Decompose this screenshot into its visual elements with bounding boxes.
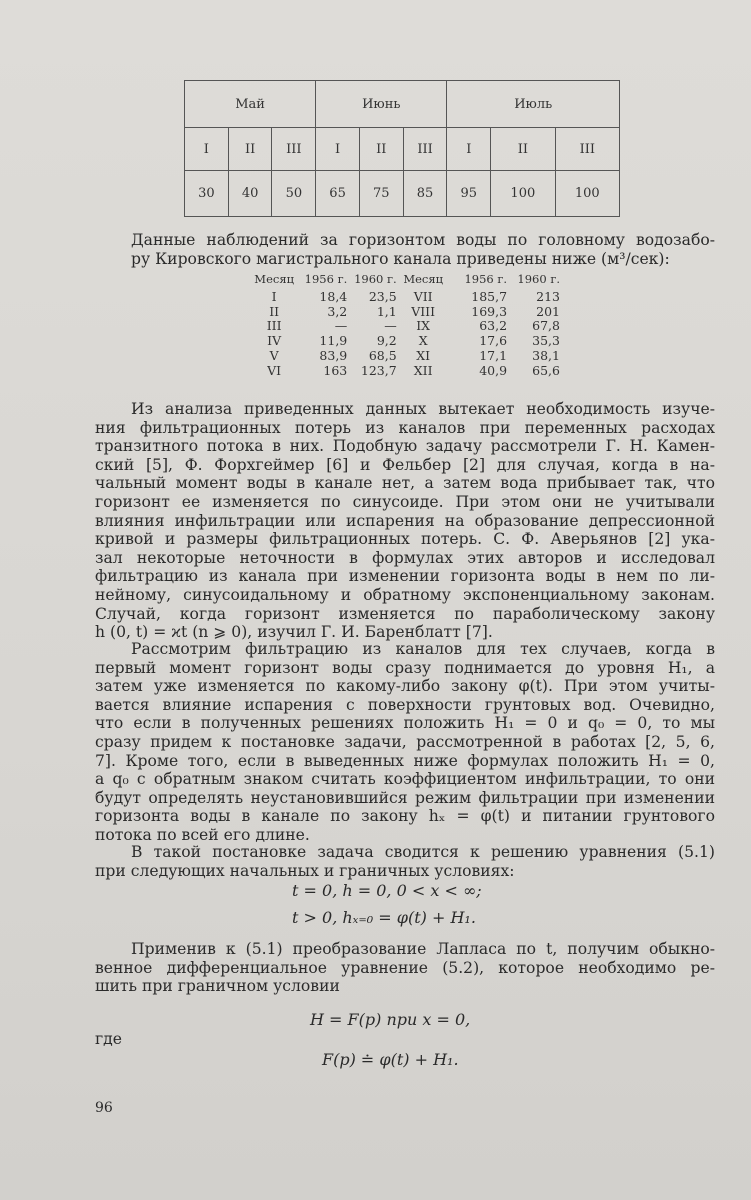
decade-header: III [272,128,316,171]
table-cell: 68,5 [368,347,397,363]
text-line: а q₀ с обратным знаком считать коэффициентом инфильтрации, то они [95,770,715,789]
table-cell: 75 [359,171,403,217]
text-line: ния фильтрационных потерь из каналов при переменных расходах [95,418,715,437]
text-line: ский [5], Ф. Форхгеймер [6] и Фельбер [2] для случая, когда в на- [95,455,715,474]
table-cell: II [269,303,280,319]
text-line: влияния инфильтрации или испарения на образование депрессионной [95,511,715,530]
text-line: Из анализа приведенных данных вытекает необходимость изуче- [131,400,715,418]
month-header: Июль [447,81,620,128]
decade-header: III [403,128,447,171]
table-row [250,290,560,305]
decade-header: I [185,128,229,171]
text-line: потока по всей его длине. [95,825,310,844]
table-cell: IV [267,333,282,349]
text-line: кривой и размеры фильтрационных потерь. С. Ф. Аверьянов [2] ука- [95,530,715,549]
text-line: шить при граничном условии [95,977,340,996]
table-cell: 95 [447,171,491,217]
text-line: затем уже изменяется по какому-либо закону φ(t). При этом учиты- [95,677,715,696]
paragraph-consider [95,640,715,845]
decade-header: I [447,128,491,171]
text-line: вается влияние испарения с поверхности грунтовых вод. Очевидно, [95,695,715,714]
table-cell: 100 [491,171,555,217]
text-line: что если в полученных решениях положить H₁ = 0 и q₀ = 0, то мы [95,714,715,733]
text-line: h (0, t) = ϰt (n ⩾ 0), изучил Г. И. Баренблатт [7]. [95,623,493,642]
table-cell: VI [267,362,282,378]
table-row [250,364,560,379]
table-cell: III [266,318,282,334]
text-line: первый момент горизонт воды сразу поднимается до уровня H₁, а [95,658,715,677]
table-cell: 67,8 [532,318,560,334]
text-line: чальный момент воды в канале нет, а затем вода прибывает так, что [95,474,715,493]
table-cell: 1,1 [376,303,397,319]
table-cell: 17,6 [479,333,508,349]
table-cell: 50 [272,171,316,217]
text-line: Рассмотрим фильтрацию из каналов для тех случаев, когда в [131,640,715,658]
decade-header: II [228,128,272,171]
text-line: при следующих начальных и граничных условиях: [95,861,515,880]
table-cell: 38,1 [532,347,560,363]
monthly-levels-table [250,272,560,379]
table-cell: XII [413,362,433,378]
decade-header: II [359,128,403,171]
table-cell: 11,9 [319,333,348,349]
decade-header: II [491,128,555,171]
text-line: фильтрацию из канала при изменении горизонта воды в нем по ли- [95,567,715,586]
table-cell: 23,5 [368,288,397,304]
table-cell: 63,2 [479,318,508,334]
table-cell: 185,7 [471,288,508,304]
table-cell: 85 [403,171,447,217]
table-cell: 123,7 [360,362,397,378]
text-line: нейному, синусоидальному и обратному экспоненциальному законам. [95,585,715,604]
column-header: 1960 г. [517,272,560,286]
text-line: сразу придем к постановке задачи, рассмотренной в работах [2, 5, 6, [95,732,715,751]
equation-condition: H = F(p) при x = 0, [310,1010,471,1029]
table-cell: 35,3 [532,333,560,349]
column-header: Месяц [254,272,294,286]
table-cell: VIII [411,303,436,319]
table-cell: 30 [185,171,229,217]
table-cell: 9,2 [376,333,397,349]
table-cell: 201 [536,303,560,319]
table-cell: 100 [555,171,619,217]
text-line: будут определять неустановившийся режим фильтрации при изменении [95,788,715,807]
table-cell: V [269,347,279,363]
equation-boundary: t > 0, hₓ₌₀ = φ(t) + H₁. [292,908,476,927]
table-cell: 17,1 [479,347,508,363]
column-header: Месяц [403,272,443,286]
table-cell: 65,6 [532,362,560,378]
table-cell: 169,3 [471,303,508,319]
table-cell: 18,4 [319,288,348,304]
table-cell: I [271,288,277,304]
table-cell: IX [416,318,431,334]
discharge-table [184,80,620,217]
month-header: Май [185,81,316,128]
equation-initial: t = 0, h = 0, 0 < x < ∞; [292,881,482,900]
text-line: горизонта воды в канале по закону hₓ = φ(t) и питании грунтового [95,807,715,826]
text-line: ру Кировского магистрального канала приведены ниже (м³/сек): [131,249,670,268]
equation-transform: F(p) ≐ φ(t) + H₁. [322,1050,459,1069]
table-cell: 40,9 [479,362,508,378]
table-cell: — [334,318,348,334]
text-line: 7]. Кроме того, если в выведенных ниже формулах положить H₁ = 0, [95,751,715,770]
table-row [250,334,560,349]
table-cell: 3,2 [327,303,348,319]
text-line: Случай, когда горизонт изменяется по параболическому закону [95,604,715,623]
decade-header: III [555,128,619,171]
table-cell: 83,9 [319,347,348,363]
table-cell: 163 [323,362,348,378]
month-header: Июнь [316,81,447,128]
column-header: 1960 г. [354,272,397,286]
table-cell: X [418,333,428,349]
column-header: 1956 г. [464,272,508,286]
table-cell: — [384,318,397,334]
text-line: горизонт ее изменяется по синусоиде. При этом они не учитывали [95,492,715,511]
table-cell: VII [413,288,433,304]
paragraph-statement [95,843,715,880]
table-cell: 65 [316,171,360,217]
where-word: где [95,1030,122,1048]
table-cell: 40 [228,171,272,217]
table-row [250,319,560,334]
table-row [250,305,560,320]
text-line: Данные наблюдений за горизонтом воды по головному водозабо- [131,231,715,249]
page-number: 96 [95,1100,113,1116]
text-line: зал некоторые неточности в формулах этих авторов и исследовал [95,548,715,567]
text-line: В такой постановке задача сводится к решению уравнения (5.1) [131,843,715,861]
paragraph-analysis [95,400,715,642]
text-line: венное дифференциальное уравнение (5.2), которое необходимо ре- [95,958,715,977]
paragraph-laplace [95,940,715,996]
column-header: 1956 г. [304,272,348,286]
text-line: Применив к (5.1) преобразование Лапласа по t, получим обыкно- [131,940,715,958]
table-row [250,349,560,364]
table-cell: XI [416,347,431,363]
paragraph-observations [95,231,715,268]
table-cell: 213 [536,288,560,304]
decade-header: I [316,128,360,171]
text-line: транзитного потока в них. Подобную задачу рассмотрели Г. Н. Камен- [95,437,715,456]
